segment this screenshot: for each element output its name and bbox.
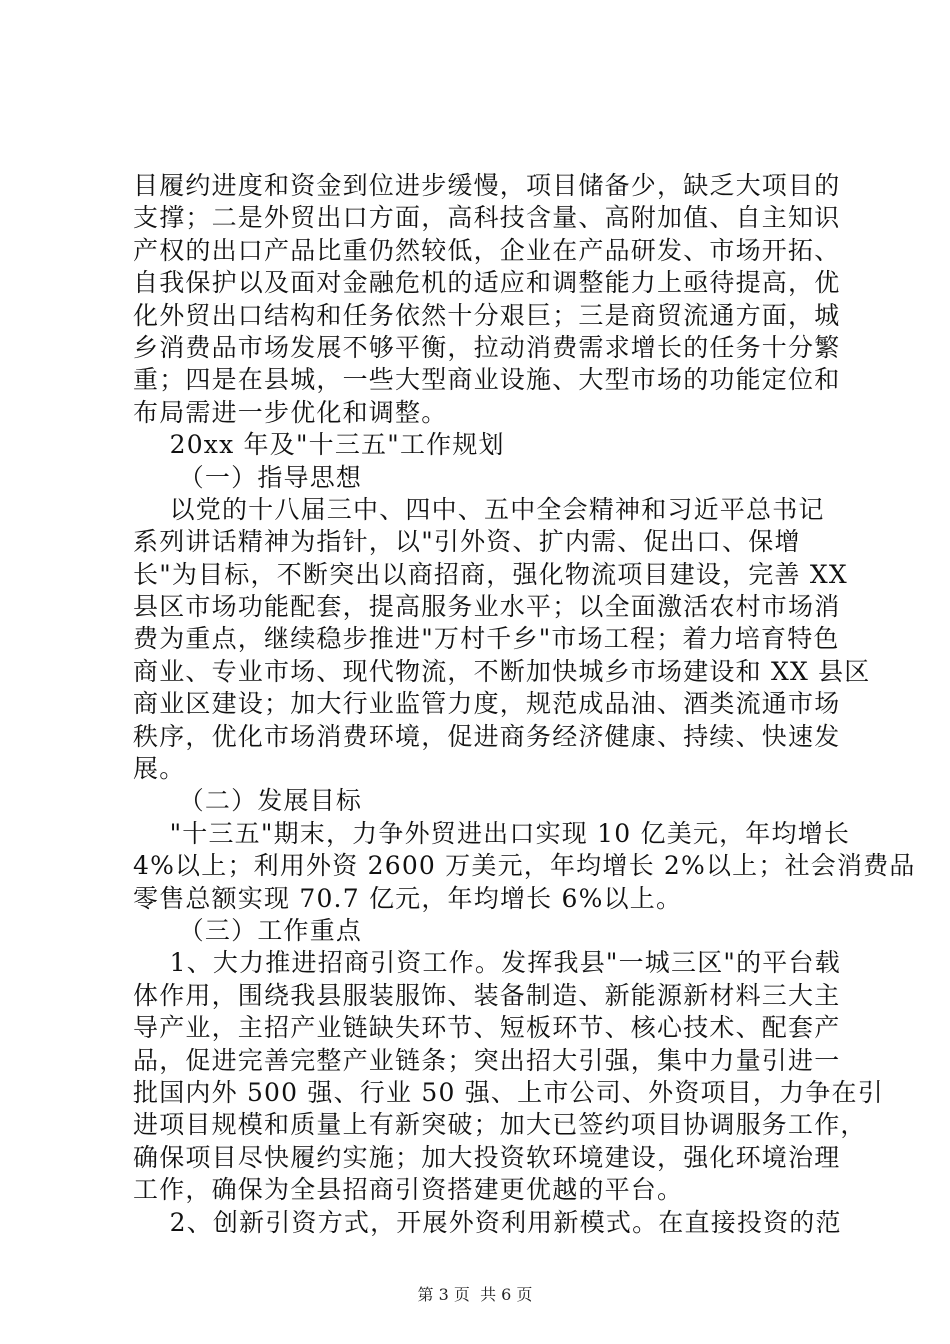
document-body xyxy=(133,170,916,1239)
text-line: 工作，确保为全县招商引资搭建更优越的平台。 xyxy=(133,1175,684,1205)
text-line: 零售总额实现 70.7 亿元，年均增长 6%以上。 xyxy=(133,883,683,913)
text-line: 重；四是在县城，一些大型商业设施、大型市场的功能定位和 xyxy=(133,365,841,395)
text-line: 支撑；二是外贸出口方面，高科技含量、高附加值、自主知识 xyxy=(133,203,841,233)
text-line: 系列讲话精神为指针，以"引外资、扩内需、促出口、保增 xyxy=(133,527,801,557)
text-line: 布局需进一步优化和调整。 xyxy=(133,397,448,427)
text-line: 商业区建设；加大行业监管力度，规范成品油、酒类流通市场 xyxy=(133,689,841,719)
text-line: 导产业，主招产业链缺失环节、短板环节、核心技术、配套产 xyxy=(133,1013,841,1043)
text-line: 秩序，优化市场消费环境，促进商务经济健康、持续、快速发 xyxy=(133,721,841,751)
text-line: 商业、专业市场、现代物流，不断加快城乡市场建设和 XX 县区 xyxy=(133,656,871,686)
subsection-heading: （一）指导思想 xyxy=(133,462,363,492)
text-line: 4%以上；利用外资 2600 万美元，年均增长 2%以上；社会消费品 xyxy=(133,851,916,881)
subsection-heading: （二）发展目标 xyxy=(133,786,363,816)
text-line: 体作用，围绕我县服装服饰、装备制造、新能源新材料三大主 xyxy=(133,980,841,1010)
text-line: 县区市场功能配套，提高服务业水平；以全面激活农村市场消 xyxy=(133,592,841,622)
text-line: 批国内外 500 强、行业 50 强、上市公司、外资项目，力争在引 xyxy=(133,1077,884,1107)
text-line: 自我保护以及面对金融危机的适应和调整能力上亟待提高，优 xyxy=(133,268,841,298)
subsection-heading: （三）工作重点 xyxy=(133,915,363,945)
text-line: 2、创新引资方式，开展外资利用新模式。在直接投资的范 xyxy=(133,1207,842,1237)
text-line: 长"为目标，不断突出以商招商，强化物流项目建设，完善 XX xyxy=(133,559,848,589)
text-line: 进项目规模和质量上有新突破；加大已签约项目协调服务工作， xyxy=(133,1110,867,1140)
text-line: 展。 xyxy=(133,754,186,784)
text-line: 1、大力推进招商引资工作。发挥我县"一城三区"的平台载 xyxy=(133,948,841,978)
text-line: 乡消费品市场发展不够平衡，拉动消费需求增长的任务十分繁 xyxy=(133,332,841,362)
text-line: 确保项目尽快履约实施；加大投资软环境建设，强化环境治理 xyxy=(133,1142,841,1172)
page-number: 第 3 页 共 6 页 xyxy=(417,1285,533,1304)
section-heading: 20xx 年及"十三五"工作规划 xyxy=(133,430,505,460)
text-line: 化外贸出口结构和任务依然十分艰巨；三是商贸流通方面，城 xyxy=(133,300,841,330)
text-line: "十三五"期末，力争外贸进出口实现 10 亿美元，年均增长 xyxy=(133,818,851,848)
text-line: 费为重点，继续稳步推进"万村千乡"市场工程；着力培育特色 xyxy=(133,624,840,654)
text-line: 产权的出口产品比重仍然较低，企业在产品研发、市场开拓、 xyxy=(133,235,841,265)
text-line: 目履约进度和资金到位进步缓慢，项目储备少，缺乏大项目的 xyxy=(133,171,841,200)
text-line: 以党的十八届三中、四中、五中全会精神和习近平总书记 xyxy=(133,494,825,524)
text-line: 品，促进完善完整产业链条；突出招大引强，集中力量引进一 xyxy=(133,1045,841,1075)
page-footer xyxy=(0,1285,950,1305)
